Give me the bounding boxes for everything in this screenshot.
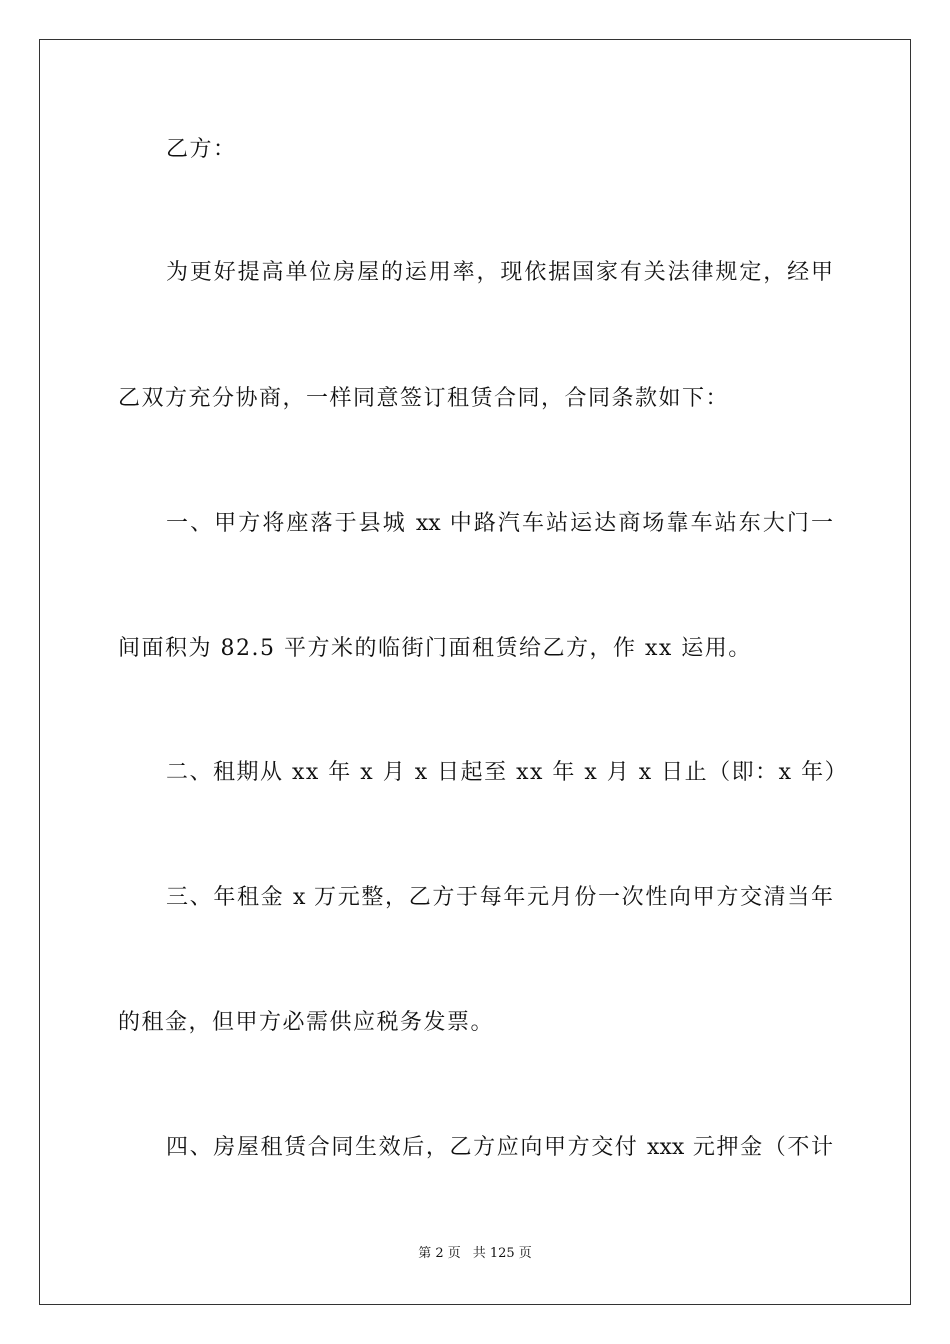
text-line: 一、甲方将座落于县城 xx 中路汽车站运达商场靠车站东大门一 [166,511,833,536]
text-line: 为更好提高单位房屋的运用率，现依据国家有关法律规定，经甲 [166,260,833,285]
text-line: 间面积为 82.5 平方米的临街门面租赁给乙方，作 xx 运用。 [118,636,752,661]
page-border [39,39,911,1305]
text-line: 乙方： [166,137,237,162]
text-line: 乙双方充分协商，一样同意签订租赁合同，合同条款如下： [118,386,730,411]
page-total: 共 125 页 [472,1246,532,1261]
text-line: 四、房屋租赁合同生效后，乙方应向甲方交付 xxx 元押金（不计 [166,1135,833,1160]
page-footer [0,1244,950,1264]
text-line: 二、租期从 xx 年 x 月 x 日起至 xx 年 x 月 x 日止（即：x 年） [166,760,849,785]
text-line: 三、年租金 x 万元整，乙方于每年元月份一次性向甲方交清当年 [166,885,833,910]
page-number: 第 2 页 [418,1246,461,1261]
text-line: 的租金，但甲方必需供应税务发票。 [118,1010,495,1035]
